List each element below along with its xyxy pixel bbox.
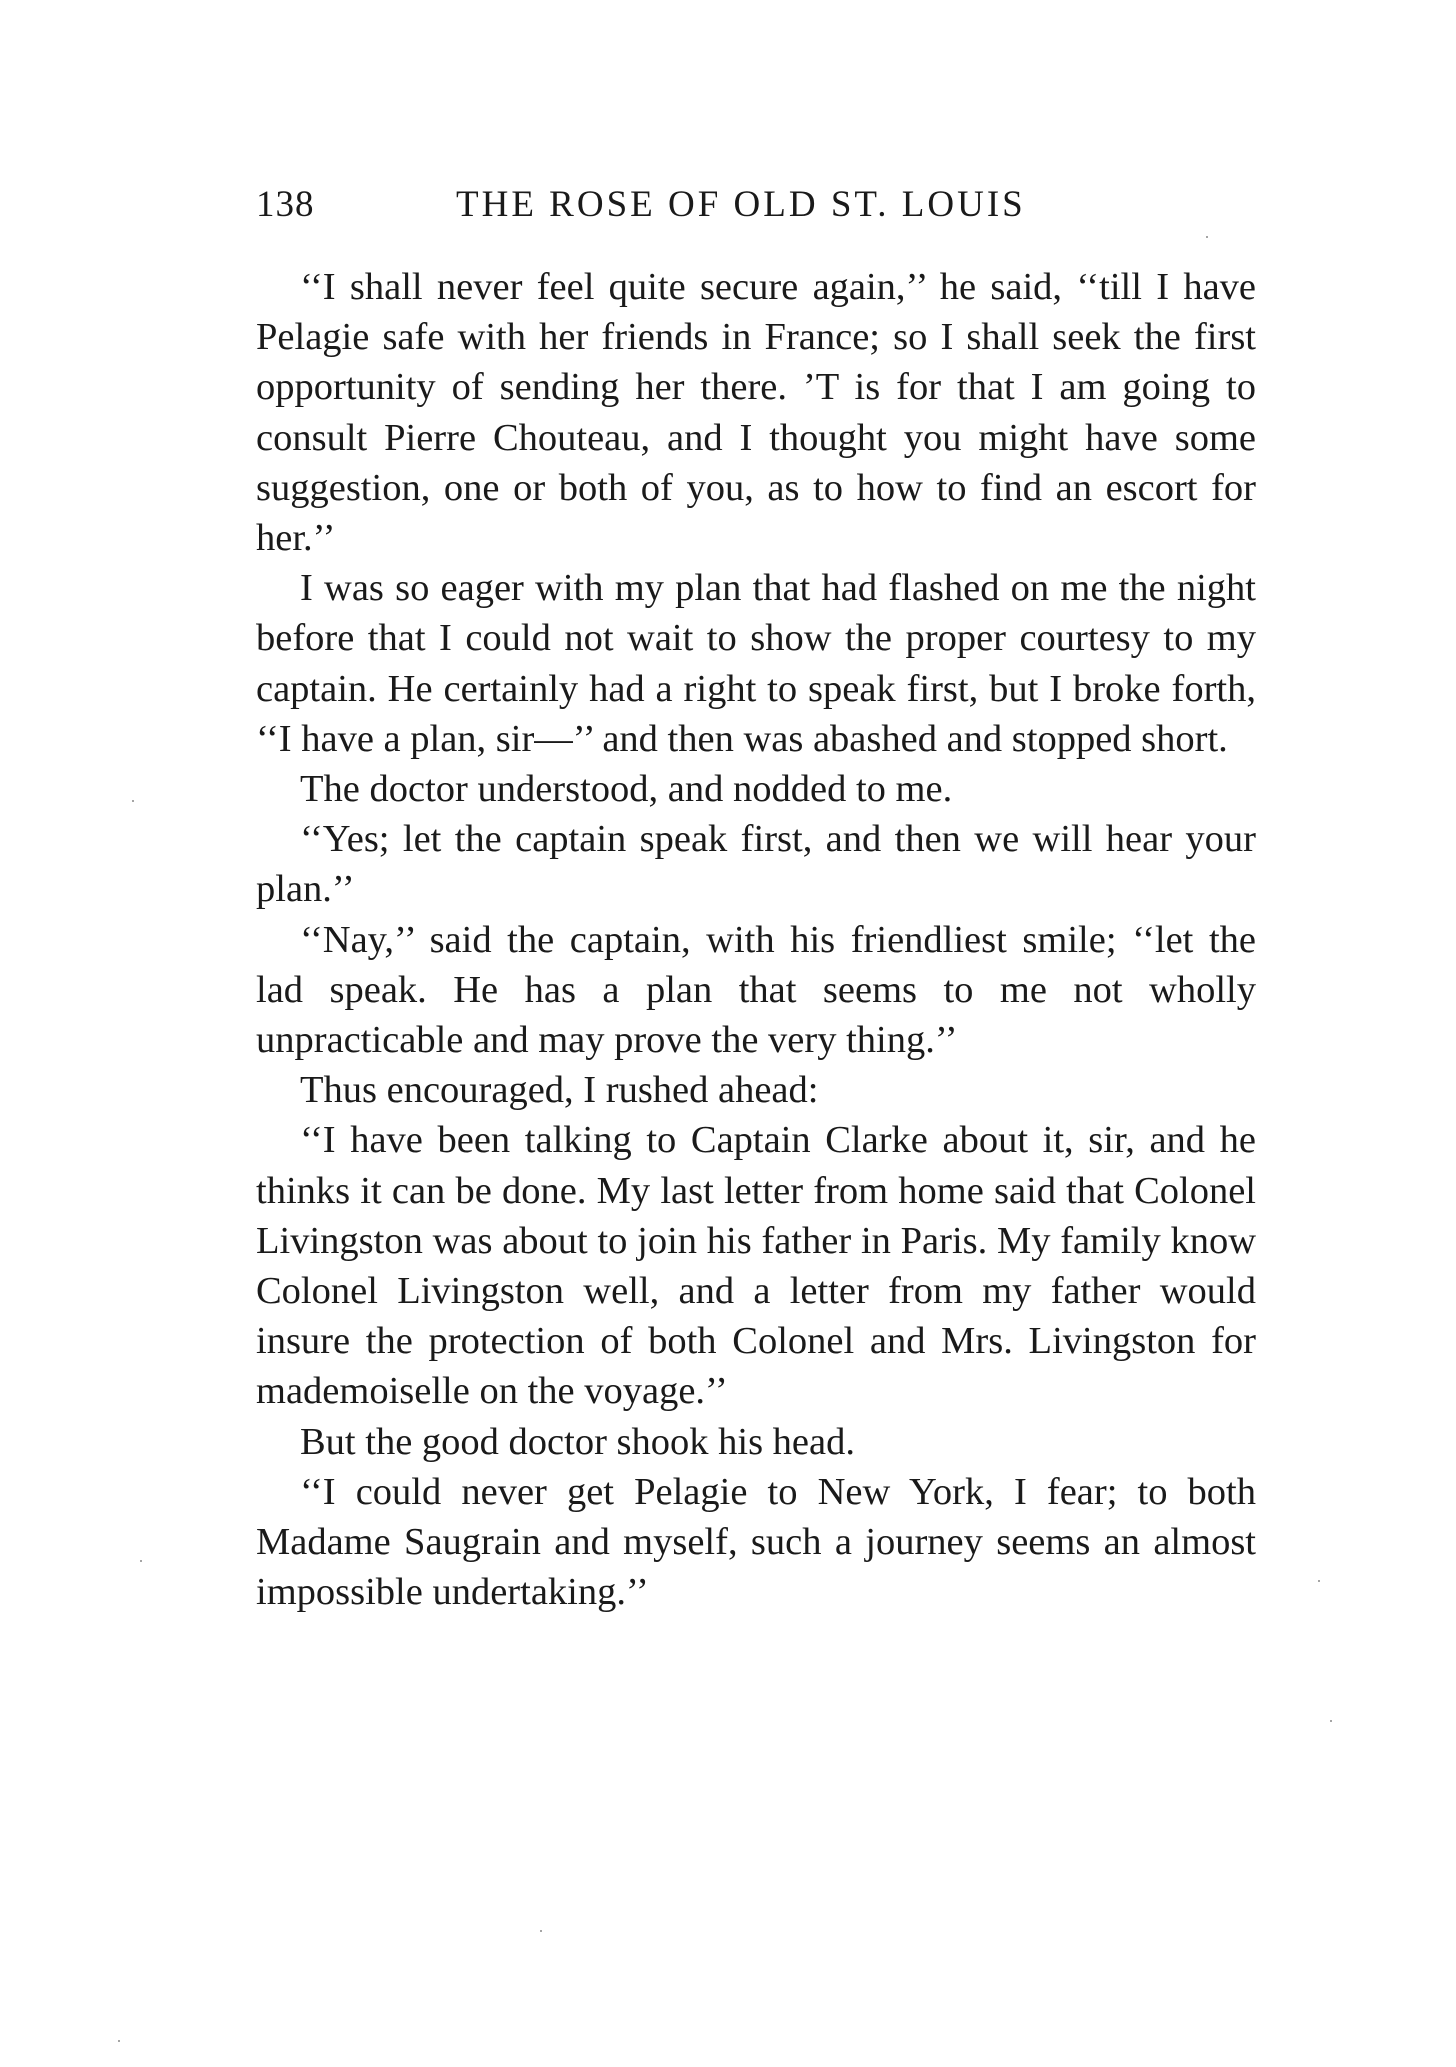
paragraph: ‘‘Yes; let the captain speak first, and then we will hear your plan.’’ — [256, 818, 1256, 911]
scan-speck — [118, 2040, 120, 2042]
paragraph: ‘‘Nay,’’ said the captain, with his friendliest smile; ‘‘let the lad speak. He has a plan that seems to me not wholly unpracticable and may prove the very thing.’’ — [256, 918, 1256, 1062]
body-text — [256, 262, 1256, 1617]
paragraph: ‘‘I could never get Pelagie to New York, I fear; to both Madame Saugrain and myself, such a journey seems an almost impossible undertaking.’’ — [256, 1470, 1256, 1614]
paragraph: I was so eager with my plan that had flashed on me the night before that I could not wait to show the proper courtesy to my captain. He certainly had a right to speak first, but I broke forth, ‘‘I have a plan, sir—’’ and then was abashed and stopped short. — [256, 567, 1256, 760]
scan-speck — [132, 800, 134, 802]
scan-speck — [1318, 1580, 1320, 1582]
paragraph: But the good doctor shook his head. — [300, 1420, 855, 1463]
scan-speck — [140, 1560, 142, 1562]
scan-speck — [1330, 1720, 1332, 1722]
page-header — [256, 180, 1256, 230]
paragraph: ‘‘I have been talking to Captain Clarke about it, sir, and he thinks it can be done. My last letter from home said that Colonel Livingston was about to join his father in Paris. My family know Colonel Livingston well, and a letter from my father would insure the protection of both Colonel and Mrs. Livingston for mademoiselle on the voyage.’’ — [256, 1119, 1256, 1413]
paragraph: Thus encouraged, I rushed ahead: — [300, 1069, 819, 1112]
paragraph: The doctor understood, and nodded to me. — [300, 768, 953, 811]
paragraph: ‘‘I shall never feel quite secure again,’’ he said, ‘‘till I have Pelagie safe with her friends in France; so I shall seek the first opportunity of sending her there. ’T is for that I am going to consult Pierre Chouteau, and I thought you might have some suggestion, one or both of you, as to how to find an escort for her.’’ — [256, 266, 1256, 560]
running-title: THE ROSE OF OLD ST. LOUIS — [456, 184, 1026, 225]
page-number: 138 — [256, 184, 315, 225]
scan-speck — [1206, 236, 1208, 238]
scan-speck — [540, 1930, 542, 1932]
